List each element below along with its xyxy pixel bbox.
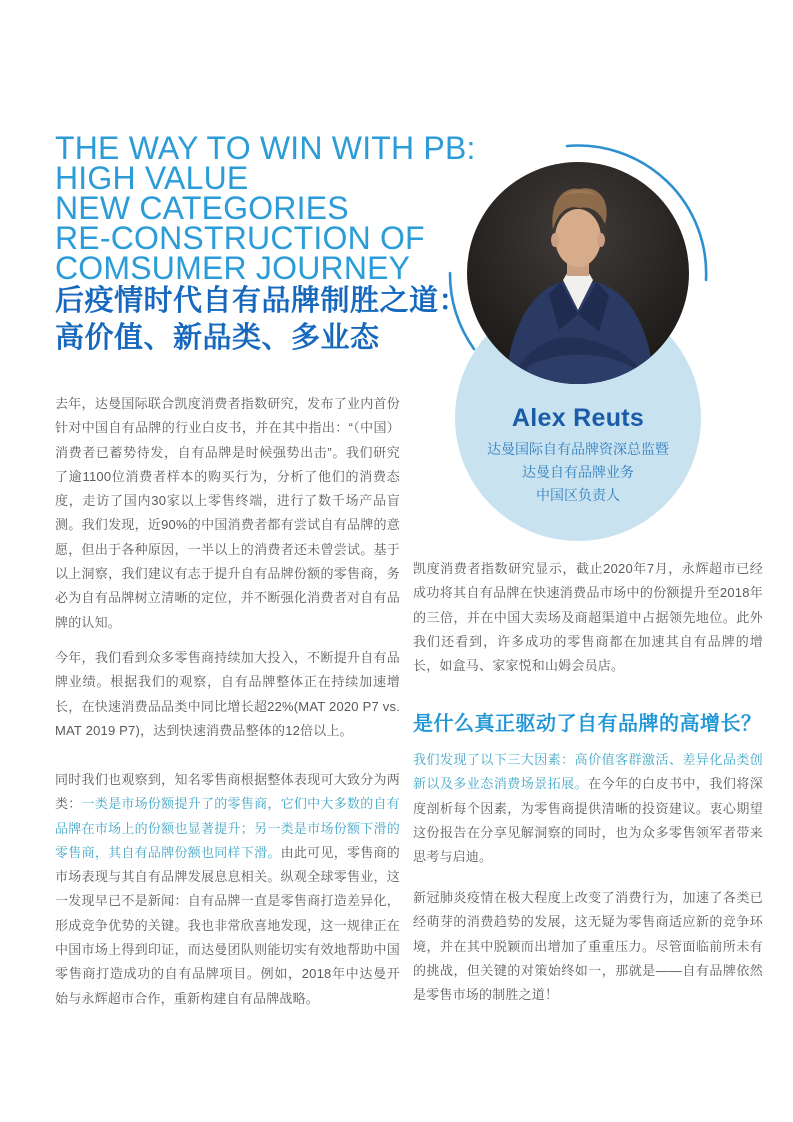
- title-english-line: HIGH VALUE: [55, 160, 249, 196]
- title-english-line: NEW CATEGORIES: [55, 190, 349, 226]
- arc-top-right: [567, 146, 706, 280]
- paragraph-text: 由此可见，零售商的市场表现与其自有品牌发展息息相关。纵观全球零售业，这一发现早已不是新闻：自有品牌一直是零售商打造差异化，形成竞争优势的关键。我也非常欣喜地发现，这一规律正在中国市场上得到印证，而达曼团队则能切实有效地帮助中国零售商打造成功的自有品牌项目。例如，2018年中达曼开始与永辉超市合作，重新构建自有品牌战略。: [55, 844, 400, 1006]
- title-english-line: THE WAY TO WIN WITH PB:: [55, 130, 476, 166]
- paragraph-retailer-types: [55, 768, 400, 1011]
- arc-bottom-left: [450, 273, 474, 349]
- section-heading: 是什么真正驱动了自有品牌的高增长？: [413, 713, 762, 735]
- decorative-arcs: [430, 125, 730, 370]
- author-title-line: 中国区负责人: [536, 487, 620, 503]
- title-english: [55, 130, 476, 286]
- highlighted-text: 一类是市场份额提升了的零售商，它们中大多数的自有品牌在市场上的份额也显著提升；另一类是市场份额下滑的零售商，其自有品牌份额也同样下滑。: [55, 796, 400, 860]
- paragraph-text: 在今年的白皮书中，我们将深度剖析每个因素，为零售商提供清晰的投资建议。衷心期望这份报告在分享见解洞察的同时，也为众多零售领军者带来思考与启迪。: [413, 776, 763, 865]
- author-title-line: 达曼自有品牌业务: [522, 464, 634, 480]
- author-credentials: [445, 438, 711, 507]
- title-english-line: COMSUMER JOURNEY: [55, 250, 411, 286]
- author-title-line: 达曼国际自有品牌资深总监暨: [487, 441, 669, 457]
- title-chinese-line: 后疫情时代自有品牌制胜之道：: [55, 285, 469, 317]
- paragraph-intro: 去年，达曼国际联合凯度消费者指数研究，发布了业内首份针对中国自有品牌的行业白皮书，并在其中指出：“（中国）消费者已蓄势待发，自有品牌是时候强势出击”。我们研究了逾1100位消费者样本的购买行为，分析了他们的消费态度，走访了国内30家以上零售终端，进行了数千场产品盲测。我们发现，近90%的中国消费者都有尝试自有品牌的意愿，但出于各种原因，一半以上的消费者还未曾尝试。基于以上洞察，我们建议有志于提升自有品牌份额的零售商，务必为自有品牌树立清晰的定位，并不断强化消费者对自有品牌的认知。: [55, 396, 400, 630]
- title-chinese: [55, 283, 468, 357]
- title-english-line: RE-CONSTRUCTION OF: [55, 220, 425, 256]
- paragraph-three-factors: [413, 748, 763, 869]
- paragraph-kantar-findings: 凯度消费者指数研究显示，截止2020年7月，永辉超市已经成功将其自有品牌在快速消费品市场中的份额提升至2018年的三倍，并在中国大卖场及商超渠道中占据领先地位。此外我们还看到，许多成功的零售商都在加速其自有品牌的增长，如盒马、家家悦和山姆会员店。: [413, 561, 763, 674]
- highlighted-text: 我们发现了以下三大因素：高价值客群激活、差异化品类创新以及多业态消费场景拓展。: [413, 752, 763, 792]
- paragraph-covid-conclusion: 新冠肺炎疫情在极大程度上改变了消费行为，加速了各类已经萌芽的消费趋势的发展，这无疑为零售商适应新的竞争环境，并在其中脱颖而出增加了重重压力。尽管面临前所未有的挑战，但关键的对策始终如一，那就是——自有品牌依然是零售市场的制胜之道！: [413, 890, 763, 1003]
- paragraph-growth: 今年，我们看到众多零售商持续加大投入，不断提升自有品牌业绩。根据我们的观察，自有品牌整体正在持续加速增长，在快速消费品品类中同比增长超22%(MAT 2020 P7 vs. MAT 2019 P7)，达到快速消费品整体的12倍以上。: [55, 650, 400, 738]
- paragraph-text: 同时我们也观察到，知名零售商根据整体表现可大致分为两类：: [55, 772, 400, 812]
- title-chinese-line: 高价值、新品类、多业态: [55, 322, 380, 354]
- author-name: Alex Reuts: [511, 404, 645, 432]
